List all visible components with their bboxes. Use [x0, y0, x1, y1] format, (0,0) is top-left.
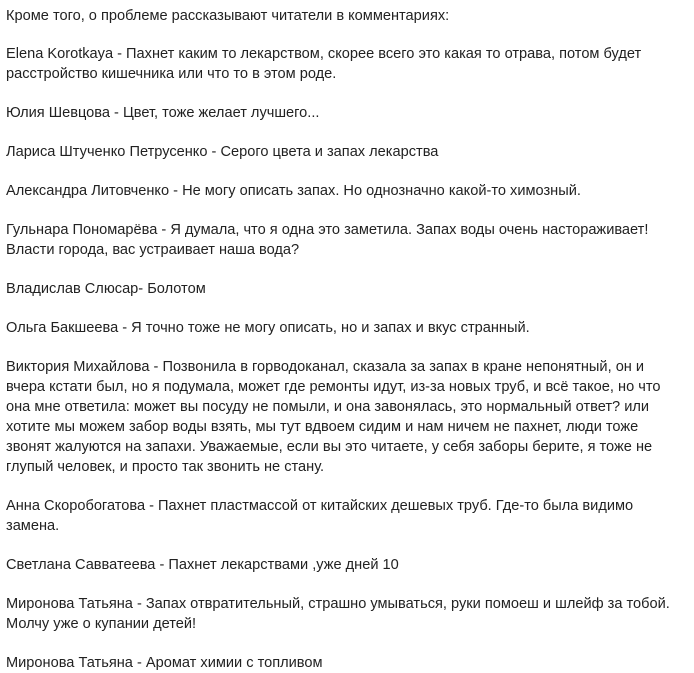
comment-paragraph: Юлия Шевцова - Цвет, тоже желает лучшего...	[6, 105, 320, 121]
comment-paragraph: Ольга Бакшеева - Я точно тоже не могу описать, но и запах и вкус странный.	[6, 320, 530, 336]
comment-paragraph: Владислав Слюсар- Болотом	[6, 281, 206, 297]
comment-paragraph: Миронова Татьяна - Аромат химии с топливом	[6, 655, 323, 671]
comment-paragraph: Миронова Татьяна - Запах отвратительный, страшно умываться, руки помоеш и шлейф за тобой. Молчу уже о купании детей!	[6, 596, 670, 632]
comment-paragraph: Александра Литовченко - Не могу описать запах. Но однозначно какой-то химозный.	[6, 183, 581, 199]
comment-paragraph: Лариса Штученко Петрусенко - Серого цвета и запах лекарства	[6, 144, 439, 160]
comment-paragraph: Elena Korotkaya - Пахнет каким то лекарством, скорее всего это какая то отрава, потом будет расстройство кишечника или что то в этом роде.	[6, 46, 642, 82]
intro-paragraph: Кроме того, о проблеме рассказывают читатели в комментариях:	[6, 8, 450, 24]
comment-paragraph: Виктория Михайлова - Позвонила в горводоканал, сказала за запах в кране непонятный, он и вчера кстати был, но я подумала, может где ремонты идут, из-за новых труб, и всё такое, но что она мне ответила: может вы посуду не помыли, и она завонялась, это нормальный ответ? или хотите мы можем забор воды взять, мы тут вдвоем сидим и нам ничем не пахнет, люди тоже звонят жалуются на запахи. Уважаемые, если вы это читаете, у себя заборы берите, я тоже не глупый человек, и просто так звонить не стану.	[6, 359, 661, 475]
comment-paragraph: Светлана Савватеева - Пахнет лекарствами ,уже дней 10	[6, 557, 399, 573]
comment-paragraph: Гульнара Пономарёва - Я думала, что я одна это заметила. Запах воды очень настораживает! Власти города, вас устраивает наша вода?	[6, 222, 649, 258]
comment-paragraph: Анна Скоробогатова - Пахнет пластмассой от китайских дешевых труб. Где-то была видимо замена.	[6, 498, 634, 534]
